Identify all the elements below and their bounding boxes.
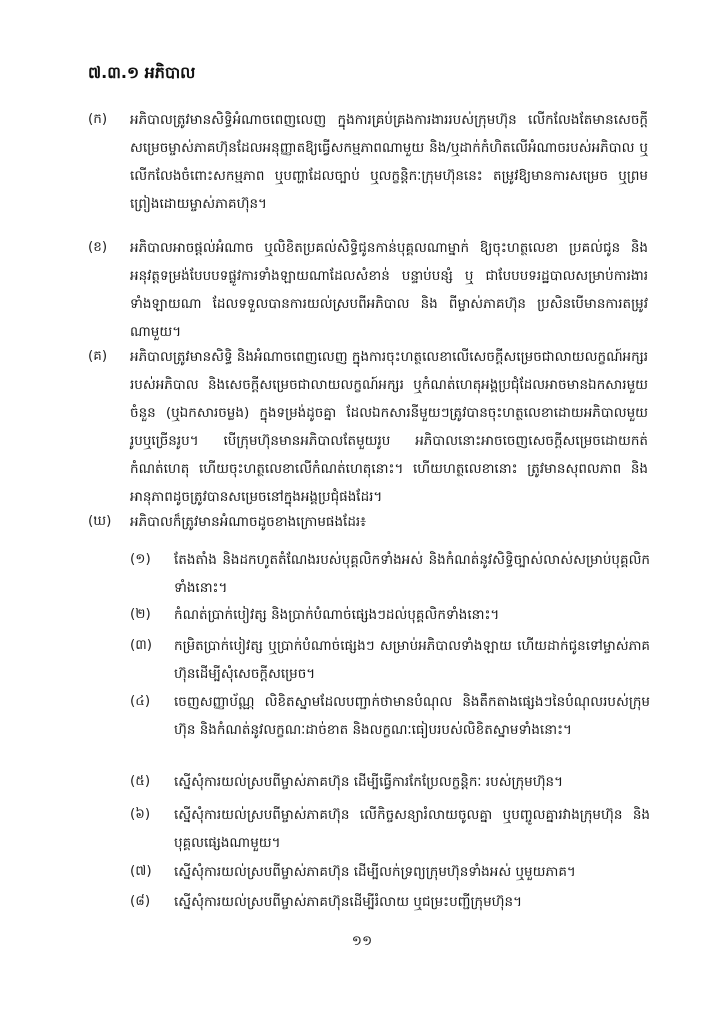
subitem-marker: (៥): [130, 773, 151, 789]
paragraph-kho: [88, 508, 648, 536]
paragraph-text: អភិបាលអាចផ្តល់អំណាច ឬលិខិតប្រគល់សិទ្ធិជូនកាន់បុគ្គលណាម្នាក់ ឱ្យចុះហត្ថលេខា ប្រគល់ជូន និង អនុវត្តទម្រង់បែបបទផ្លូវការទាំងឡាយណាដែលសំខាន់ បន្ទាប់បន្សំ ឬ ជាបែបបទរដ្ឋបាលសម្រាប់ការងារទាំងឡាយណា ដែលទទួលបានការយល់ស្របពីអភិបាល និង ពីម្ចាស់ភាគហ៊ុន ប្រសិនបើមានការតម្រូវណាមួយ។: [130, 240, 648, 340]
subitem-8: [130, 888, 650, 916]
subitem-text: ស្នើសុំការយល់ស្របពីម្ចាស់ភាគហ៊ុនដើម្បីរំលាយ ឬជម្រះបញ្ជីក្រុមហ៊ុន។: [174, 894, 522, 910]
subitem-text: ស្នើសុំការយល់ស្របពីម្ចាស់ភាគហ៊ុន ដើម្បីធ្វើការកែប្រែលក្ខន្តិកៈ របស់ក្រុមហ៊ុន។: [174, 774, 564, 790]
paragraph-marker: (គ): [88, 348, 108, 364]
subitem-text: តែងតាំង និងដកហូតតំណែងរបស់បុគ្គលិកទាំងអស់ និងកំណត់នូវសិទ្ធិច្បាស់លាស់សម្រាប់បុគ្គលិកទាំងនោះ។: [174, 552, 650, 596]
paragraph-marker: (ក): [88, 111, 108, 127]
subitem-marker: (៦): [130, 806, 151, 822]
subitem-text: ចេញសញ្ញាប័ណ្ណ លិខិតស្នាមដែលបញ្ជាក់ថាមានបំណុល និងតឹកតាងផ្សេងៗនៃបំណុលរបស់ក្រុមហ៊ុន និងកំណត់នូវលក្ខណៈដាច់ខាត និងលក្ខណៈធៀបរបស់លិខិតស្នាមទាំងនោះ។: [174, 694, 650, 738]
paragraph-kha: [88, 234, 648, 346]
paragraph-text: អភិបាលក៏ត្រូវមានអំណាចដូចខាងក្រោមផងដែរ៖: [130, 514, 367, 530]
paragraph-text: អភិបាលត្រូវមានសិទ្ធិ និងអំណាចពេញលេញ ក្នុងការចុះហត្ថលេខាលើសេចក្តីសម្រេចជាលាយលក្ខណ៍អក្សររបស់អភិបាល និងសេចក្តីសម្រេចជាលាយលក្ខណ៍អក្សរ ឬកំណត់ហេតុអង្គប្រជុំដែលអាចមានឯកសារមួយចំនួន (ឬឯកសារចម្លង) ក្នុងទម្រង់ដូចគ្នា ដែលឯកសារនីមួយៗត្រូវបានចុះហត្ថលេខាដោយអភិបាលមួយរូបឬច្រើនរូប។ បើក្រុមហ៊ុនមានអភិបាលតែមួយរូប អភិបាលនោះអាចចេញសេចក្តីសម្រេចដោយកត់កំណត់ហេតុ ហើយចុះហត្ថលេខាលើកំណត់ហេតុនោះ។ ហើយហត្ថលេខានោះ ត្រូវមានសុពលភាព និងអានុភាពដូចត្រូវបានសម្រេចនៅក្នុងអង្គប្រជុំផងដែរ។: [130, 349, 648, 505]
subitem-7: [130, 858, 650, 886]
subitem-6: [130, 801, 650, 857]
page-number: ១១: [351, 933, 373, 949]
subitem-text: ស្នើសុំការយល់ស្របពីម្ចាស់ភាគហ៊ុន ដើម្បីលក់ទ្រព្យក្រុមហ៊ុនទាំងអស់ ឬមួយភាគ។: [174, 864, 576, 880]
subitem-text: កម្រិតប្រាក់បៀវត្ស ឬប្រាក់បំណាច់ផ្សេងៗ សម្រាប់អភិបាលទាំងឡាយ ហើយដាក់ជូនទៅម្ចាស់ភាគហ៊ុនដើម្បីសុំសេចក្តីសម្រេច។: [174, 638, 650, 682]
paragraph-text: អភិបាលត្រូវមានសិទ្ធិអំណាចពេញលេញ ក្នុងការគ្រប់គ្រងការងាររបស់ក្រុមហ៊ុន លើកលែងតែមានសេចក្តីសម្រេចម្ចាស់ភាគហ៊ុនដែលអនុញ្ញាតឱ្យធ្វើសកម្មភាពណាមួយ និង/ឬដាក់កំហិតលើអំណាចរបស់អភិបាល ឬលើកលែងចំពោះសកម្មភាព ឬបញ្ហាដែលច្បាប់ ឬលក្ខន្តិកៈក្រុមហ៊ុននេះ តម្រូវឱ្យមានការសម្រេច ឬព្រមព្រៀងដោយម្ចាស់ភាគហ៊ុន។: [130, 112, 648, 212]
subitem-marker: (៧): [130, 863, 152, 879]
paragraph-ka: [88, 106, 648, 218]
subitem-text: កំណត់ប្រាក់បៀវត្ស និងប្រាក់បំណាច់ផ្សេងៗដល់បុគ្គលិកទាំងនោះ។: [174, 607, 500, 623]
subitem-2: [130, 601, 650, 629]
subitem-text: ស្នើសុំការយល់ស្របពីម្ចាស់ភាគហ៊ុន លើកិច្ចសន្យារំលាយចូលគ្នា ឬបញ្ចូលគ្នារវាងក្រុមហ៊ុន និង បុគ្គលផ្សេងណាមួយ។: [174, 807, 650, 851]
subitem-marker: (៨): [130, 893, 151, 909]
subitem-marker: (១): [130, 551, 151, 567]
subitem-1: [130, 546, 650, 602]
paragraph-ko: [88, 343, 648, 511]
section-heading: ៧.៣.១ អភិបាល: [88, 63, 196, 82]
paragraph-marker: (ខ): [88, 239, 108, 255]
subitem-5: [130, 768, 650, 796]
subitem-marker: (៤): [130, 693, 151, 709]
subitem-marker: (៣): [130, 637, 153, 653]
subitem-3: [130, 632, 650, 688]
paragraph-marker: (ឃ): [88, 513, 112, 529]
subitem-4: [130, 688, 650, 744]
subitem-marker: (២): [130, 606, 151, 622]
